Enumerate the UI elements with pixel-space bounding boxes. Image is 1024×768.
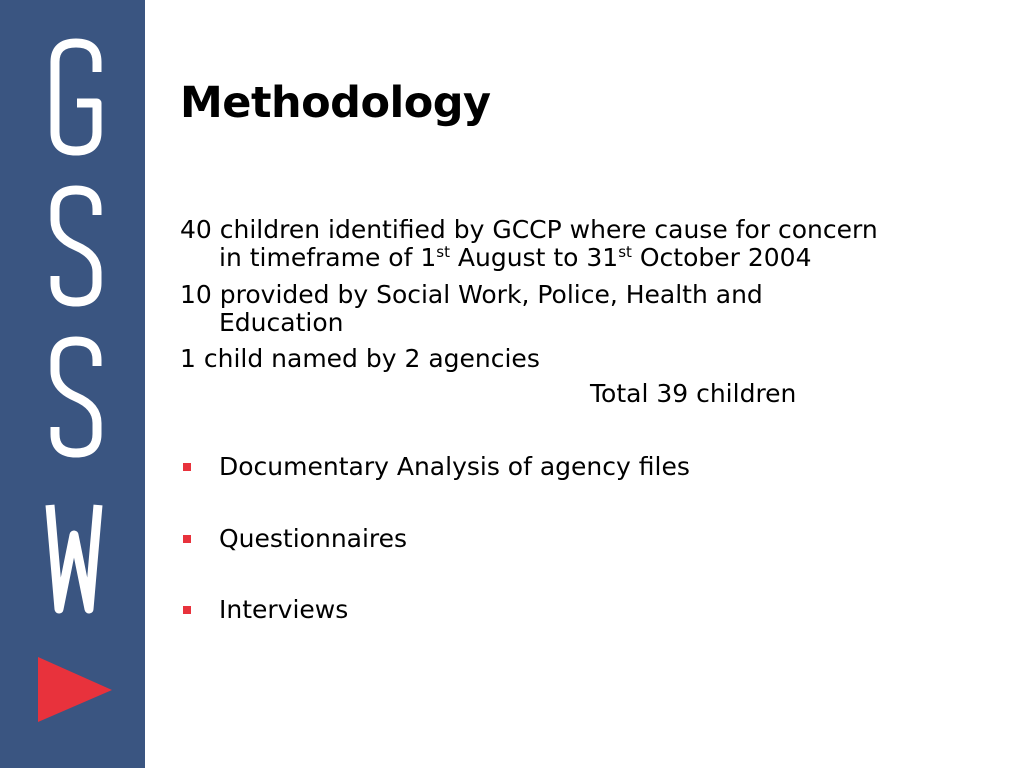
logo-letter-s-2 bbox=[55, 341, 97, 453]
paragraph-provided-by bbox=[180, 281, 763, 337]
logo-sidebar bbox=[0, 0, 145, 768]
logo-letter-s-1 bbox=[55, 190, 97, 302]
paragraph-children-identified bbox=[180, 216, 878, 272]
bullet-text: Questionnaires bbox=[219, 524, 408, 553]
logo-letter-g bbox=[55, 43, 97, 151]
paragraph-child-named: 1 child named by 2 agencies bbox=[180, 344, 540, 373]
paragraph-line: 10 provided by Social Work, Police, Health and bbox=[180, 280, 763, 309]
bullet-text: Interviews bbox=[219, 595, 349, 624]
play-arrow-icon bbox=[38, 657, 112, 722]
total-children: Total 39 children bbox=[590, 379, 797, 408]
bullet-text: Documentary Analysis of agency files bbox=[219, 452, 690, 481]
slide-title: Methodology bbox=[180, 78, 491, 128]
paragraph-line: 40 children identified by GCCP where cause for concern bbox=[180, 215, 878, 244]
square-bullet-icon bbox=[183, 606, 191, 614]
square-bullet-icon bbox=[183, 535, 191, 543]
logo-letter-w bbox=[50, 505, 98, 609]
square-bullet-icon bbox=[183, 463, 191, 471]
paragraph-line-indented: in timeframe of 1st August to 31st October 2004 bbox=[219, 243, 812, 272]
paragraph-line-indented: Education bbox=[219, 308, 344, 337]
gssw-logo bbox=[0, 0, 145, 768]
